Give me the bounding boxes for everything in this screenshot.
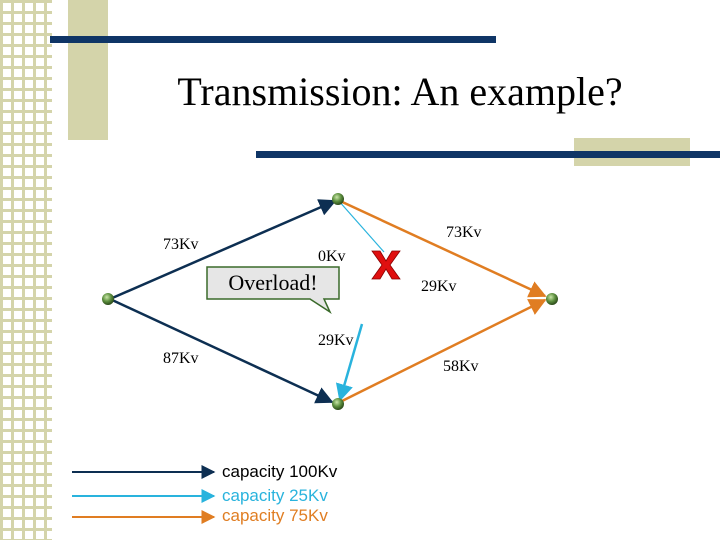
label-center-upper: 0Kv	[318, 248, 346, 265]
label-right-middle: 29Kv	[421, 278, 457, 295]
node-bottom	[332, 398, 344, 410]
legend-label-75: capacity 75Kv	[222, 506, 328, 525]
edge-bottom-right	[338, 300, 545, 403]
legend-label-100: capacity 100Kv	[222, 462, 338, 481]
legend-label-25: capacity 25Kv	[222, 486, 328, 505]
page-title: Transmission: An example?	[177, 69, 623, 114]
node-right	[546, 293, 558, 305]
overload-callout	[206, 266, 340, 302]
edge-top-right-failed	[338, 200, 384, 252]
edge-left-bottom	[110, 299, 332, 402]
label-right-upper: 73Kv	[446, 224, 482, 241]
label-left-upper: 73Kv	[163, 236, 199, 253]
x-mark-icon	[372, 251, 400, 279]
node-top	[332, 193, 344, 205]
node-left	[102, 293, 114, 305]
overload-text: Overload!	[228, 270, 318, 295]
label-left-lower: 87Kv	[163, 350, 199, 367]
label-right-lower: 58Kv	[443, 358, 479, 375]
label-center-lower: 29Kv	[318, 332, 354, 349]
